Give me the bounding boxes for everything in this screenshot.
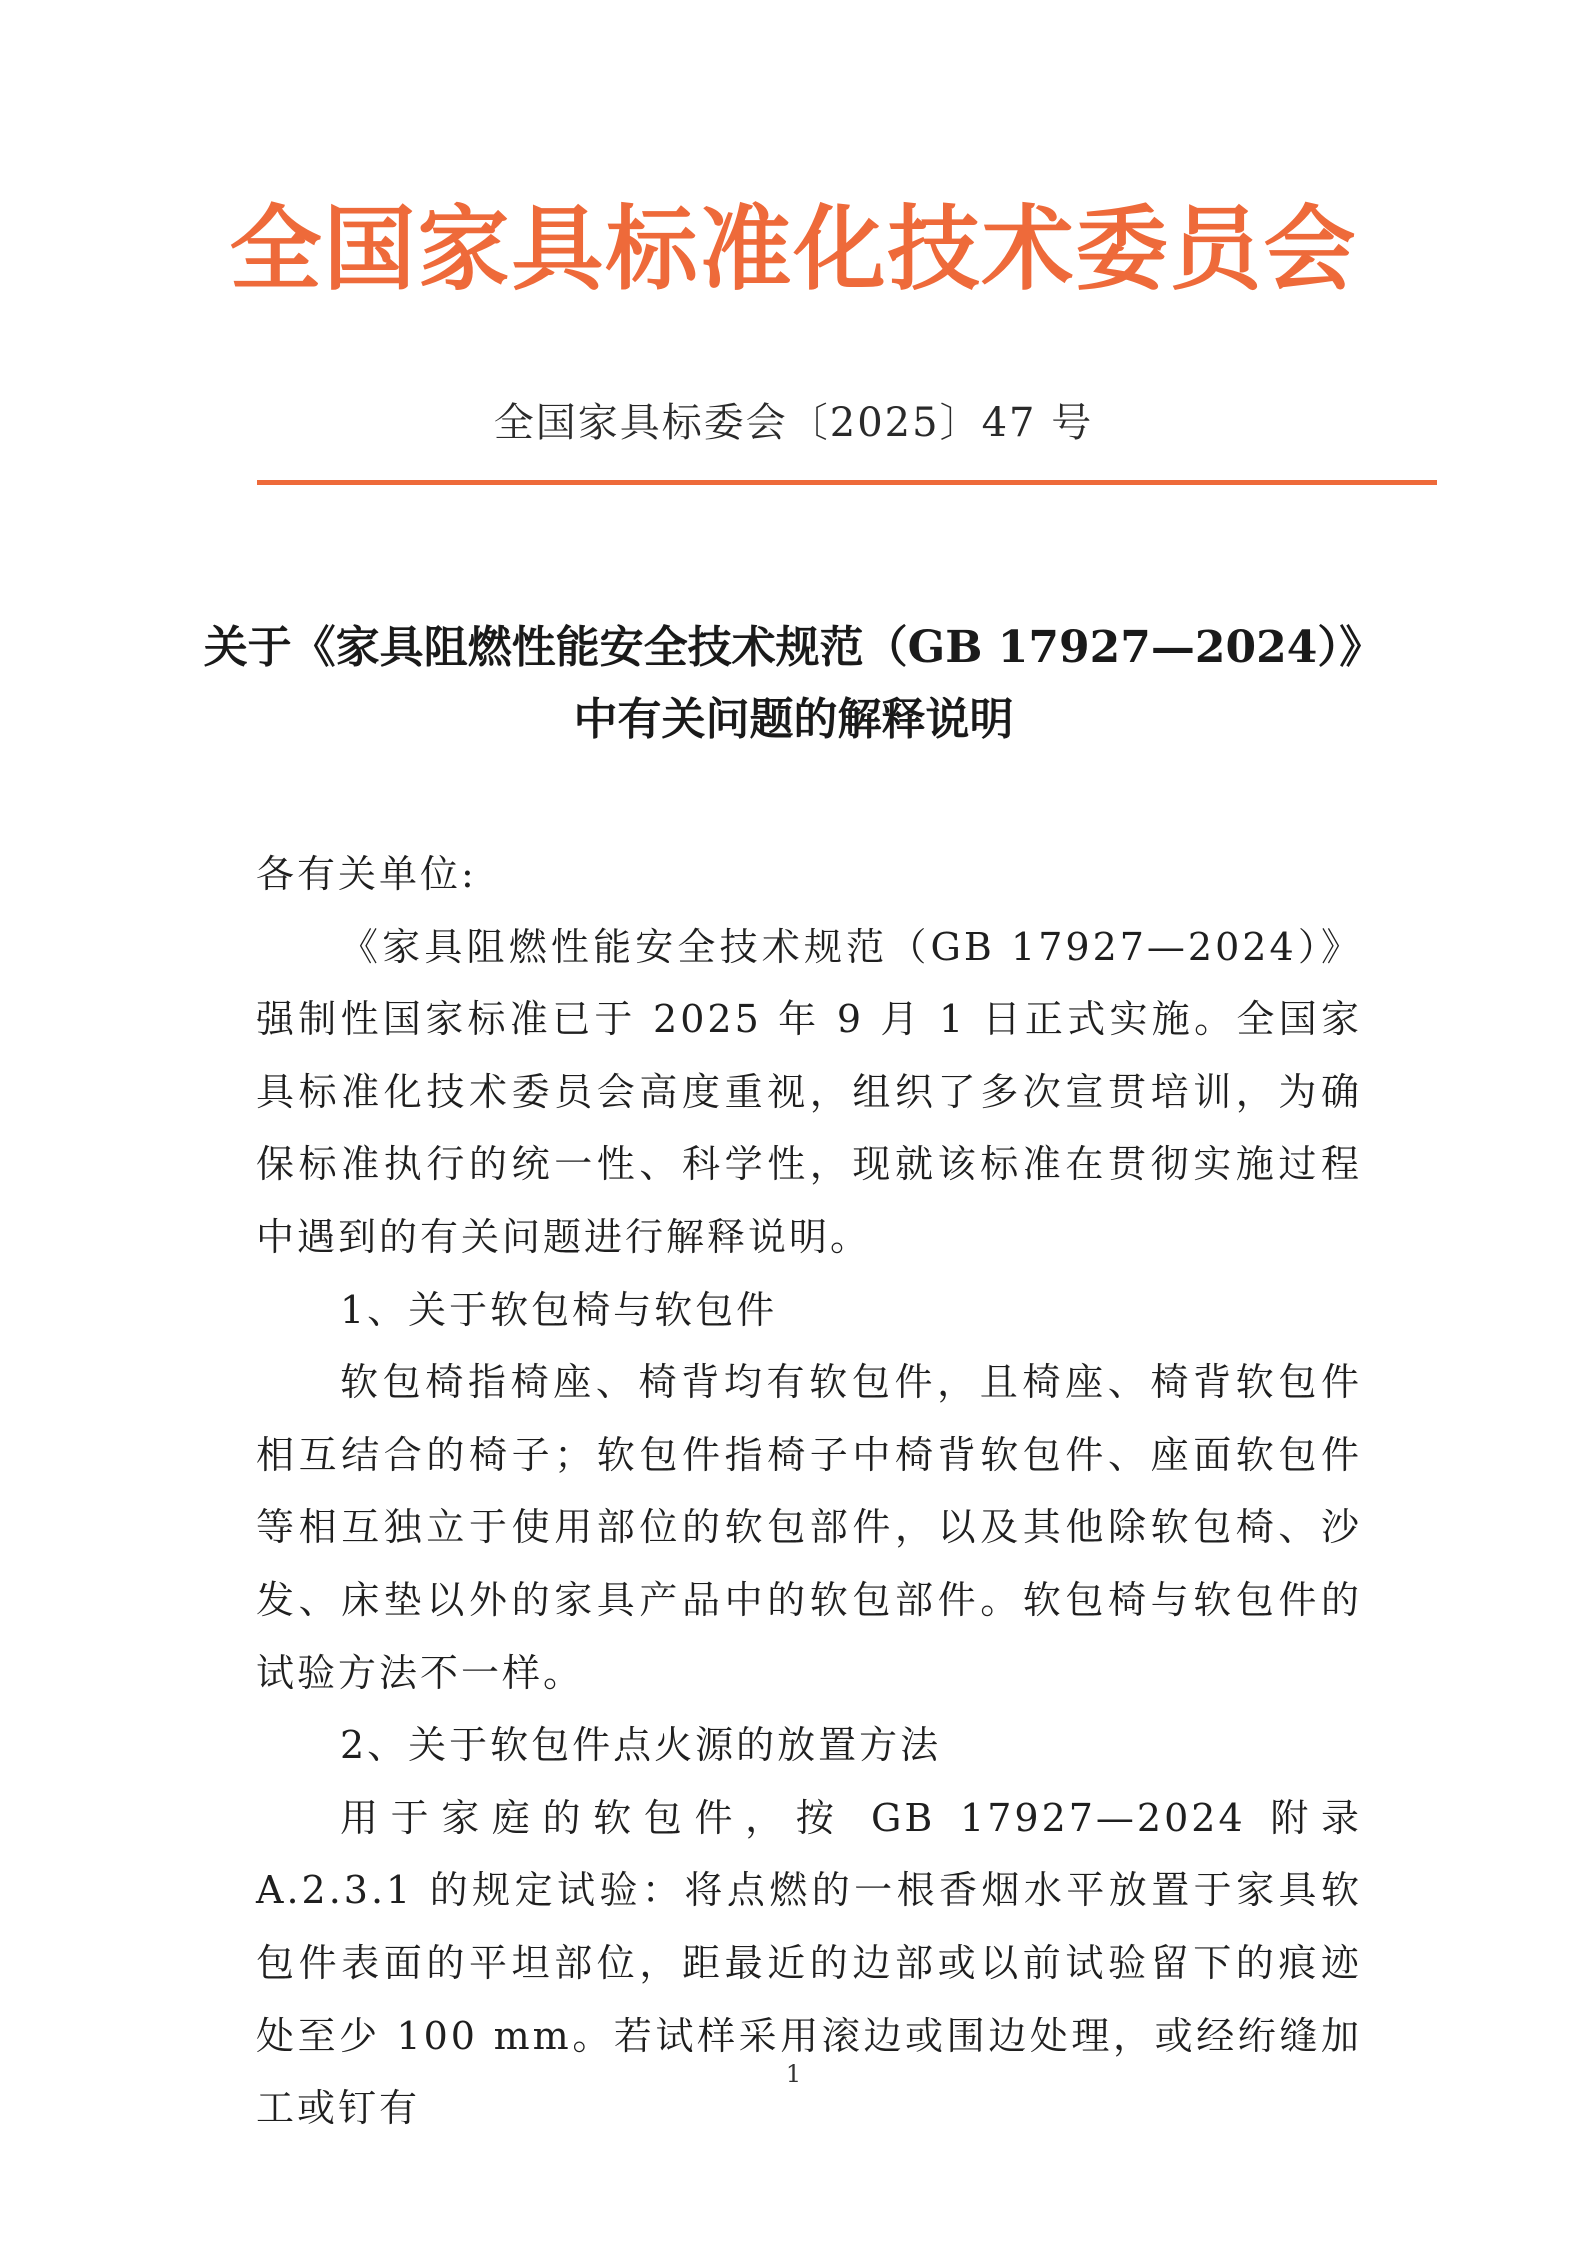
section1-heading: 1、关于软包椅与软包件	[340, 1287, 778, 1332]
document-title-line2: 中有关问题的解释说明	[573, 694, 1014, 745]
section2-heading: 2、关于软包件点火源的放置方法	[340, 1723, 942, 1768]
intro-paragraph: 《家具阻燃性能安全技术规范（GB 17927—2024）》强制性国家标准已于 2025 年 9 月 1 日正式实施。全国家具标准化技术委员会高度重视，组织了多次宣贯培训，为确保标准执行的统一性、科学性，现就该标准在贯彻实施过程中遇到的有关问题进行解释说明。	[256, 924, 1362, 1259]
document-title	[0, 612, 1587, 756]
salutation: 各有关单位:	[256, 852, 477, 896]
document-body	[256, 838, 1362, 2145]
section1-paragraph: 软包椅指椅座、椅背均有软包件，且椅座、椅背软包件相互结合的椅子；软包件指椅子中椅背软包件、座面软包件等相互独立于使用部位的软包部件，以及其他除软包椅、沙发、床垫以外的家具产品中的软包部件。软包椅与软包件的试验方法不一样。	[256, 1360, 1362, 1695]
document-number: 全国家具标委会〔2025〕47 号	[493, 400, 1094, 446]
header-divider	[257, 480, 1437, 485]
organization-title: 全国家具标准化技术委员会	[229, 196, 1358, 303]
section2-paragraph: 用于家庭的软包件，按 GB 17927—2024 附录 A.2.3.1 的规定试验：将点燃的一根香烟水平放置于家具软包件表面的平坦部位，距最近的边部或以前试验留下的痕迹处至少 100 mm。若试样采用滚边或围边处理，或经绗缝加工或钉有	[256, 1795, 1362, 2131]
page-number: 1	[785, 2060, 802, 2088]
document-title-line1: 关于《家具阻燃性能安全技术规范（GB 17927—2024）》	[203, 622, 1384, 673]
